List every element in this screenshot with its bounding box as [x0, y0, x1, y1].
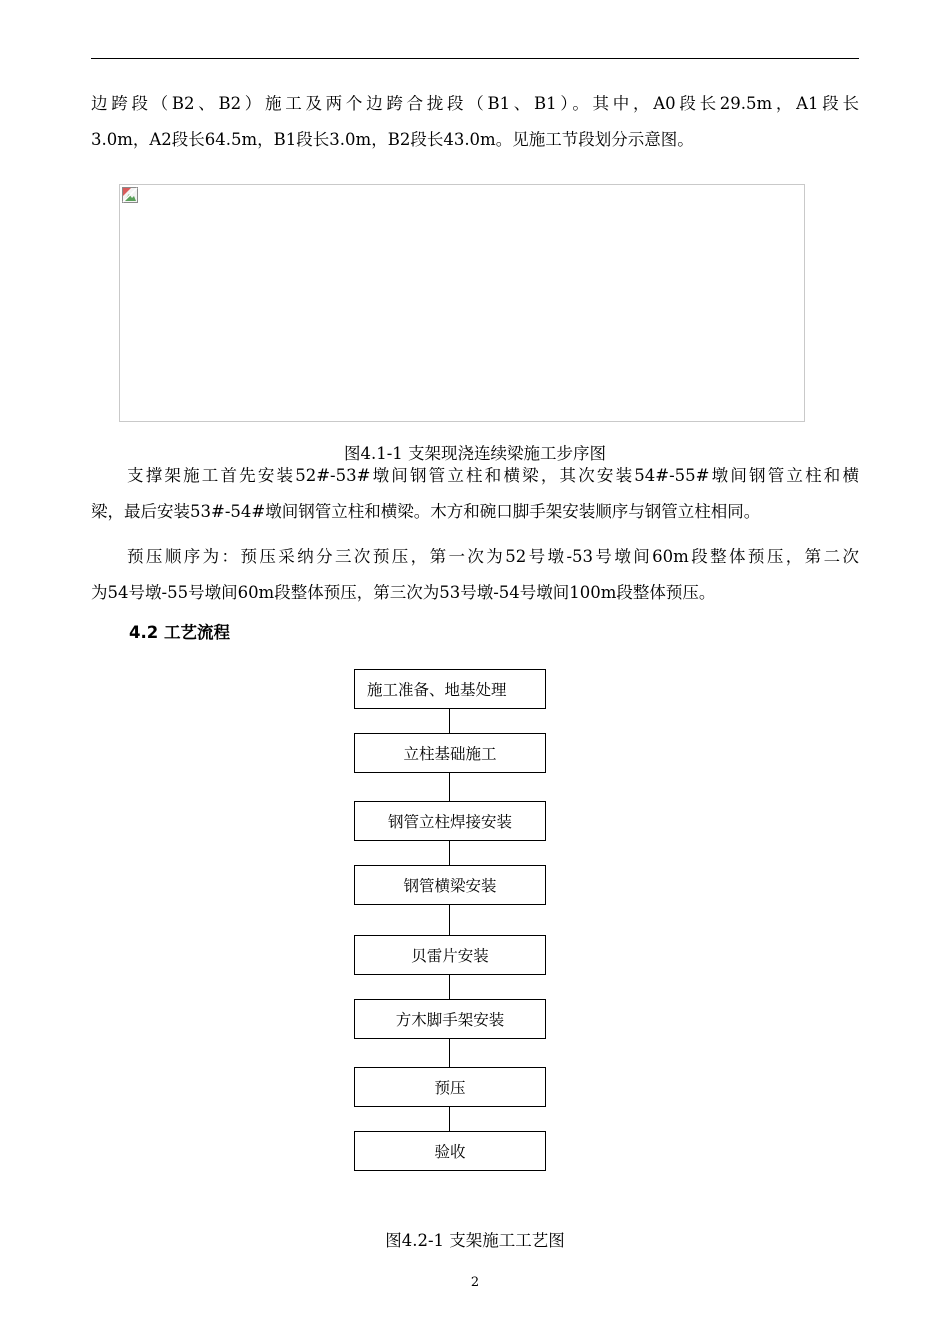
flow-connector — [449, 1106, 450, 1131]
broken-image-icon — [122, 187, 138, 203]
flow-step-steel-column-welding: 钢管立柱焊接安装 — [354, 801, 546, 841]
intro-line-1: 边跨段（B2、B2）施工及两个边跨合拢段（B1、B1）。其中，A0段长29.5m，A1段长 — [91, 94, 859, 113]
intro-line-2: 3.0m，A2段长64.5m，B1段长3.0m，B2段长43.0m。见施工节段划分示意图。 — [91, 130, 694, 149]
flow-step-steel-beam-install: 钢管横梁安装 — [354, 865, 546, 905]
intro-paragraph — [91, 86, 859, 158]
flow-connector — [449, 840, 450, 865]
flow-connector — [449, 1038, 450, 1067]
flow-step-site-preparation: 施工准备、地基处理 — [354, 669, 546, 709]
flow-connector — [449, 904, 450, 935]
preload-line-2: 为54号墩-55号墩间60m段整体预压，第三次为53号墩-54号墩间100m段整体预压。 — [91, 583, 716, 602]
flow-connector — [449, 772, 450, 801]
flow-step-timber-scaffold-install: 方木脚手架安装 — [354, 999, 546, 1039]
figure-image-placeholder — [119, 184, 805, 422]
flow-step-bailey-install: 贝雷片安装 — [354, 935, 546, 975]
support-line-1: 支撑架施工首先安装52#-53#墩间钢管立柱和横梁，其次安装54#-55#墩间钢管立柱和横 — [127, 466, 859, 485]
flow-connector — [449, 709, 450, 733]
flow-step-preload: 预压 — [354, 1067, 546, 1107]
preload-paragraph — [91, 539, 859, 611]
flow-connector — [449, 974, 450, 999]
support-paragraph — [91, 458, 859, 530]
figure-4-1-caption: 图4.1-1 支架现浇连续梁施工步序图 — [343, 444, 607, 463]
section-heading: 4.2 工艺流程 — [129, 623, 230, 642]
flow-step-column-foundation: 立柱基础施工 — [354, 733, 546, 773]
flow-step-acceptance: 验收 — [354, 1131, 546, 1171]
support-line-2: 梁，最后安装53#-54#墩间钢管立柱和横梁。木方和碗口脚手架安装顺序与钢管立柱相同。 — [91, 502, 761, 521]
figure-4-2-caption: 图4.2-1 支架施工工艺图 — [385, 1231, 565, 1250]
page-number: 2 — [470, 1275, 480, 1290]
header-rule — [91, 58, 859, 59]
preload-line-1: 预压顺序为：预压采纳分三次预压，第一次为52号墩-53号墩间60m段整体预压，第二次 — [127, 547, 859, 566]
